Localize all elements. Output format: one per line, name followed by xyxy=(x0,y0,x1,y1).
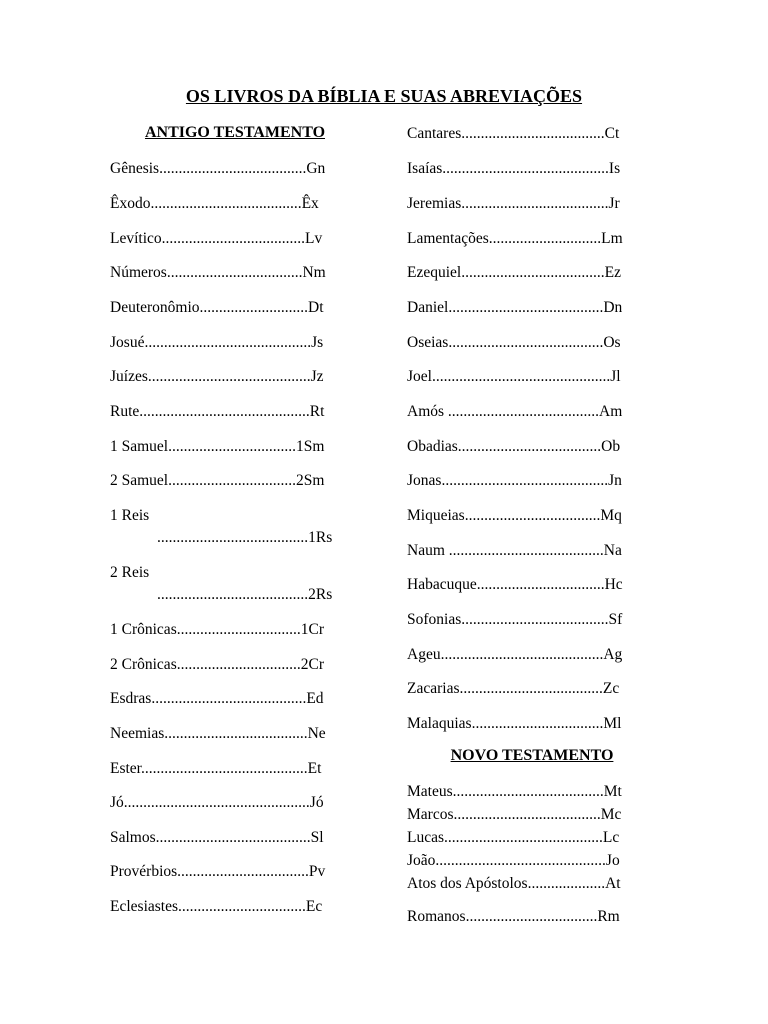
book-entry xyxy=(407,874,621,894)
section-heading-old-testament: ANTIGO TESTAMENTO xyxy=(144,124,326,141)
book-abbreviation: Ob xyxy=(601,438,621,455)
book-entry xyxy=(407,805,621,825)
dot-leader: ..................................... xyxy=(461,264,605,281)
book-name: 2 Crônicas xyxy=(110,656,177,673)
book-entry xyxy=(110,793,324,813)
book-abbreviation: Rm xyxy=(597,908,620,925)
book-name: Romanos xyxy=(407,908,466,925)
book-name: Lucas xyxy=(407,829,445,846)
book-name: Josué xyxy=(110,334,145,351)
dot-leader: ............................................ xyxy=(435,852,606,869)
dot-leader: .............................................. xyxy=(431,368,611,385)
book-abbreviation: Êx xyxy=(301,195,319,212)
book-name: Jó xyxy=(110,794,124,811)
book-entry xyxy=(110,759,321,779)
book-entry xyxy=(110,471,324,491)
book-name: Salmos xyxy=(110,829,156,846)
book-entry xyxy=(110,620,324,640)
book-abbreviation: Zc xyxy=(602,680,620,697)
book-abbreviation: Ne xyxy=(307,725,326,742)
dot-leader: ........................................ xyxy=(444,542,604,559)
book-entry xyxy=(110,194,319,214)
book-name: Sofonias xyxy=(407,611,462,628)
dot-leader: ................................... xyxy=(166,264,303,281)
book-name: Números xyxy=(110,264,167,281)
book-name: Gênesis xyxy=(110,160,160,177)
book-abbreviation: 2Rs xyxy=(308,586,333,603)
book-entry xyxy=(407,828,619,848)
book-entry xyxy=(407,679,619,699)
book-name: Levítico xyxy=(110,230,162,247)
book-name: Eclesiastes xyxy=(110,898,179,915)
book-entry xyxy=(407,437,620,457)
book-abbreviation: 1Sm xyxy=(296,438,325,455)
book-abbreviation: 1Rs xyxy=(308,529,333,546)
book-entry xyxy=(110,862,325,882)
section-heading-new-testament: NOVO TESTAMENTO xyxy=(450,747,614,764)
dot-leader: ..................................... xyxy=(161,230,306,247)
book-abbreviation: Dn xyxy=(603,299,623,316)
dot-leader: ........................................ xyxy=(448,334,604,351)
dot-leader: ...................................... xyxy=(461,611,609,628)
book-abbreviation: Ez xyxy=(604,264,621,281)
dot-leader: ................................. xyxy=(168,472,296,489)
dot-leader: ........................................ xyxy=(151,690,307,707)
dot-leader: ................................. xyxy=(476,576,605,593)
book-abbreviation: Hc xyxy=(604,576,623,593)
book-entry xyxy=(110,298,324,318)
dot-leader: ..................................... xyxy=(461,125,605,142)
book-name: Obadias xyxy=(407,438,458,455)
book-name: Deuteronômio xyxy=(110,299,200,316)
book-entry xyxy=(110,437,324,457)
book-entry xyxy=(407,159,620,179)
book-name: Naum xyxy=(407,542,445,559)
book-name: Cantares xyxy=(407,125,462,142)
book-entry xyxy=(110,563,332,605)
book-abbreviation: Jr xyxy=(608,195,620,212)
book-entry xyxy=(110,655,324,675)
book-name: Mateus xyxy=(407,783,453,800)
dot-leader: ................................. xyxy=(178,898,306,915)
book-entry xyxy=(407,541,622,561)
book-name: Malaquias xyxy=(407,715,472,732)
book-name: Amós xyxy=(407,403,445,420)
dot-leader: ................................................ xyxy=(123,794,310,811)
dot-leader: ............................. xyxy=(488,230,602,247)
book-entry xyxy=(407,506,622,526)
book-abbreviation: 2Cr xyxy=(300,656,324,673)
book-name: Joel xyxy=(407,368,432,385)
book-name: Neemias xyxy=(110,725,165,742)
book-abbreviation: Dt xyxy=(308,299,324,316)
book-entry xyxy=(110,828,324,848)
book-entry xyxy=(407,610,622,630)
book-abbreviation: Ct xyxy=(604,125,620,142)
book-abbreviation: Lv xyxy=(305,230,323,247)
book-abbreviation: Nm xyxy=(302,264,326,281)
book-abbreviation: Jó xyxy=(309,794,324,811)
dot-leader: .................... xyxy=(527,875,606,892)
book-entry xyxy=(110,229,322,249)
dot-leader: ..................................... xyxy=(457,438,602,455)
dot-leader: ....................................... xyxy=(452,783,604,800)
dot-leader: ................................ xyxy=(176,621,301,638)
book-name: Marcos xyxy=(407,806,454,823)
book-entry xyxy=(407,851,620,871)
book-name: Daniel xyxy=(407,299,449,316)
book-entry xyxy=(110,689,324,709)
dot-leader: .................................. xyxy=(465,908,598,925)
book-entry xyxy=(407,298,622,318)
page-title: OS LIVROS DA BÍBLIA E SUAS ABREVIAÇÕES xyxy=(185,86,583,106)
book-entry xyxy=(110,159,325,179)
book-abbreviation: Ec xyxy=(305,898,323,915)
dot-leader: ................................... xyxy=(464,507,601,524)
book-entry xyxy=(110,333,323,353)
book-entry xyxy=(407,229,623,249)
book-name: Zacarias xyxy=(407,680,460,697)
book-abbreviation: Et xyxy=(307,760,322,777)
dot-leader: ............................ xyxy=(199,299,309,316)
book-abbreviation: Lc xyxy=(602,829,620,846)
dot-leader: ...................................... xyxy=(461,195,609,212)
book-entry xyxy=(110,897,322,917)
book-abbreviation: Js xyxy=(311,334,324,351)
dot-leader: ........................................... xyxy=(144,334,312,351)
book-entry xyxy=(407,471,622,491)
dot-leader: ........................................... xyxy=(141,760,308,777)
book-entry xyxy=(110,263,326,283)
dot-leader: ........................................ xyxy=(448,299,604,316)
book-name: 1 Reis xyxy=(110,507,150,524)
book-abbreviation: At xyxy=(605,875,621,892)
dot-leader: ..................................... xyxy=(164,725,308,742)
book-abbreviation: Mq xyxy=(600,507,622,524)
book-abbreviation: Mt xyxy=(603,783,622,800)
dot-leader: .................................. xyxy=(177,863,309,880)
dot-leader: ...................................... xyxy=(159,160,307,177)
book-entry xyxy=(407,333,621,353)
book-abbreviation: Sl xyxy=(310,829,324,846)
book-entry xyxy=(110,402,324,422)
book-name: Juízes xyxy=(110,368,148,385)
book-entry xyxy=(110,367,324,387)
book-entry xyxy=(407,782,622,802)
dot-leader: ........................................... xyxy=(442,160,609,177)
book-name: Esdras xyxy=(110,690,152,707)
dot-leader: ................................. xyxy=(168,438,296,455)
book-abbreviation: Am xyxy=(599,403,623,420)
dot-leader: ....................................... xyxy=(444,403,600,420)
book-name: Jeremias xyxy=(407,195,462,212)
book-abbreviation: 1Cr xyxy=(300,621,324,638)
book-abbreviation: Jo xyxy=(605,852,620,869)
book-abbreviation: Ed xyxy=(306,690,324,707)
book-entry xyxy=(407,907,620,927)
dot-leader: ............................................ xyxy=(139,403,310,420)
book-entry xyxy=(407,402,622,422)
book-name: Rute xyxy=(110,403,140,420)
book-name: 2 Samuel xyxy=(110,472,169,489)
book-abbreviation: Sf xyxy=(608,611,623,628)
book-entry xyxy=(110,724,326,744)
book-name: Isaías xyxy=(407,160,443,177)
dot-leader: .......................................... xyxy=(147,368,311,385)
book-entry xyxy=(407,645,622,665)
book-abbreviation: Jl xyxy=(610,368,621,385)
book-entry-continuation xyxy=(110,585,332,605)
dot-leader: ........................................... xyxy=(441,472,609,489)
dot-leader: ...................................... xyxy=(453,806,601,823)
book-name: 1 Samuel xyxy=(110,438,169,455)
book-name: Ester xyxy=(110,760,141,777)
book-entry xyxy=(110,506,332,548)
book-abbreviation: Gn xyxy=(306,160,326,177)
book-entry xyxy=(407,714,621,734)
book-abbreviation: Na xyxy=(603,542,622,559)
dot-leader: .................................. xyxy=(471,715,604,732)
book-abbreviation: Jn xyxy=(608,472,622,489)
book-name: Êxodo xyxy=(110,195,151,212)
book-name: Oseias xyxy=(407,334,449,351)
book-abbreviation: Lm xyxy=(601,230,623,247)
dot-leader: ....................................... xyxy=(157,586,309,603)
dot-leader: ................................ xyxy=(176,656,301,673)
book-abbreviation: Ml xyxy=(603,715,622,732)
book-abbreviation: Mc xyxy=(600,806,622,823)
book-name: João xyxy=(407,852,436,869)
book-name: 1 Crônicas xyxy=(110,621,177,638)
book-entry xyxy=(407,263,621,283)
book-entry xyxy=(407,575,623,595)
book-name: Ezequiel xyxy=(407,264,462,281)
book-abbreviation: Ag xyxy=(603,646,623,663)
book-entry xyxy=(407,194,620,214)
book-name: Lamentações xyxy=(407,230,489,247)
book-entry-continuation xyxy=(110,528,332,548)
book-abbreviation: Is xyxy=(608,160,621,177)
book-abbreviation: Pv xyxy=(308,863,326,880)
book-abbreviation: 2Sm xyxy=(296,472,325,489)
dot-leader: .......................................... xyxy=(440,646,604,663)
book-abbreviation: Jz xyxy=(310,368,324,385)
book-name: Jonas xyxy=(407,472,442,489)
dot-leader: ........................................ xyxy=(155,829,311,846)
book-abbreviation: Rt xyxy=(309,403,325,420)
book-name: 2 Reis xyxy=(110,564,150,581)
book-name: Atos dos Apóstolos xyxy=(407,875,528,892)
book-name: Habacuque xyxy=(407,576,477,593)
book-name: Ageu xyxy=(407,646,441,663)
dot-leader: ..................................... xyxy=(459,680,603,697)
book-entry xyxy=(407,367,621,387)
book-name: Miqueias xyxy=(407,507,465,524)
dot-leader: ....................................... xyxy=(157,529,309,546)
book-abbreviation: Os xyxy=(603,334,621,351)
book-name: Provérbios xyxy=(110,863,178,880)
book-entry xyxy=(407,124,619,144)
dot-leader: ....................................... xyxy=(150,195,302,212)
dot-leader: ......................................... xyxy=(444,829,603,846)
